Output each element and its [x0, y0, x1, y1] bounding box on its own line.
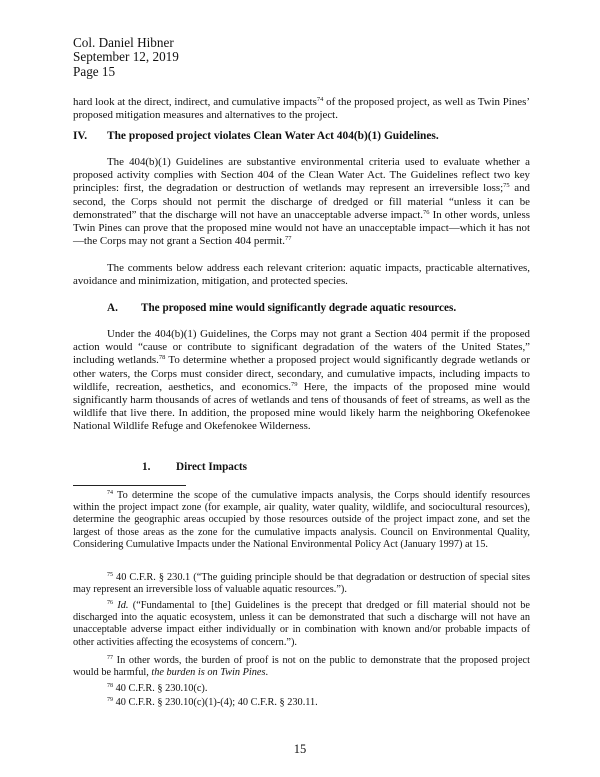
intro-paragraph: hard look at the direct, indirect, and cumulative impacts$^{74}$ of the proposed project, as well as Twin Pines’ proposed mitigation measures and alternatives to the project. [73, 96, 530, 122]
footnote-ref-75[interactable]: 75 [503, 182, 510, 190]
footnote-77: $^{77}$ In other words, the burden of proof is not on the public to demonstrate that the proposed project would be harmful, the burden is on Twin Pines. [73, 655, 530, 679]
footnote-75: $^{75}$ 40 C.F.R. § 230.1 (“The guiding principle should be that degradation or destruction of special sites may represent an irreversible loss of valuable aquatic resources.”). [73, 572, 530, 596]
footnote-divider [73, 485, 186, 486]
footnote-ref-74[interactable]: 74 [316, 96, 324, 103]
footnote-78: $^{78}$ 40 C.F.R. § 230.10(c). [107, 683, 208, 694]
footnote-76: $^{76}$ Id. (“Fundamental to [the] Guidelines is the precept that dredged or fill material should not be discharged into the aquatic ecosystem, unless it can be demonstrated that such a discharge will not have an unacceptable adverse impact either individually or in combination with known and/or probable impacts of other activities affecting the ecosystems of concern.”). [73, 600, 530, 648]
header-page: Page 15 [73, 63, 116, 79]
degradation-paragraph: Under the 404(b)(1) Guidelines, the Corps may not grant a Section 404 permit if the proposed action would “cause or contribute to significant degradation of the waters of the United States,” including wetlands.$^{78}$ To determine whether a proposed project would significantly degrade wetlands or other waters, the Corps must consider direct, secondary, and cumulative impacts, including impacts to wildlife, recreation, aesthetics, and economics.$^{79}$ Here, the impacts of the proposed mine would significantly harm thousands of acres of wetlands and tens of thousands of feet of streams, as well as the wildlife that live there. In addition, the proposed mine would likely harm the neighboring Okefenokee National Wildlife Refuge and Okefenokee Wilderness. [73, 328, 531, 433]
section-heading-1: 1. Direct Impacts [142, 461, 247, 473]
guidelines-paragraph: The 404(b)(1) Guidelines are substantive environmental criteria used to evaluate whether a proposed activity complies with Section 404 of the Clean Water Act. The Guidelines reflect two key principles: first, the degradation or destruction of wetlands may represent an irreversible loss;$^{75}$ and second, the Corps should not permit the discharge of dredged or fill material “unless it can be demonstrated” that the discharge will not have an unacceptable adverse impact.$^{76}$ In other words, unless Twin Pines can prove that the proposed mine would not have an unacceptable impact—which it has not—the Corps may not grant a Section 404 permit.$^{77}$ [73, 156, 531, 248]
footnote-74: $^{74}$ To determine the scope of the cumulative impacts analysis, the Corps should identify resources within the project impact zone (for example, air quality, water quality, wildlife, and sociocultural resources), determine the geographic areas occupied by those resources outside of the project impact zone, and set the largest of those areas as the zone for the cumulative impacts analysis. Council on Environmental Quality, Considering Cumulative Impacts under the National Environmental Policy Act (January 1997) at 15. [73, 490, 530, 550]
footnote-ref-78[interactable]: 78 [158, 354, 166, 362]
footnote-ref-79[interactable]: 79 [291, 380, 298, 388]
page-number: 15 [293, 742, 307, 756]
footnote-ref-76[interactable]: 76 [423, 208, 430, 216]
header-date: September 12, 2019 [73, 49, 179, 65]
section-heading-a: A. The proposed mine would significantly degrade aquatic resources. [107, 302, 457, 314]
footnote-79: $^{79}$ 40 C.F.R. § 230.10(c)(1)-(4); 40 C.F.R. § 230.11. [107, 697, 318, 708]
footnote-ref-77[interactable]: 77 [285, 235, 292, 243]
letter-header [73, 36, 179, 79]
criteria-paragraph: The comments below address each relevant criterion: aquatic impacts, practicable alternatives, avoidance and minimization, mitigation, and protected species. [73, 262, 530, 288]
section-heading-iv: IV. The proposed project violates Clean Water Act 404(b)(1) Guidelines. [73, 130, 439, 142]
header-recipient: Col. Daniel Hibner [73, 35, 174, 50]
